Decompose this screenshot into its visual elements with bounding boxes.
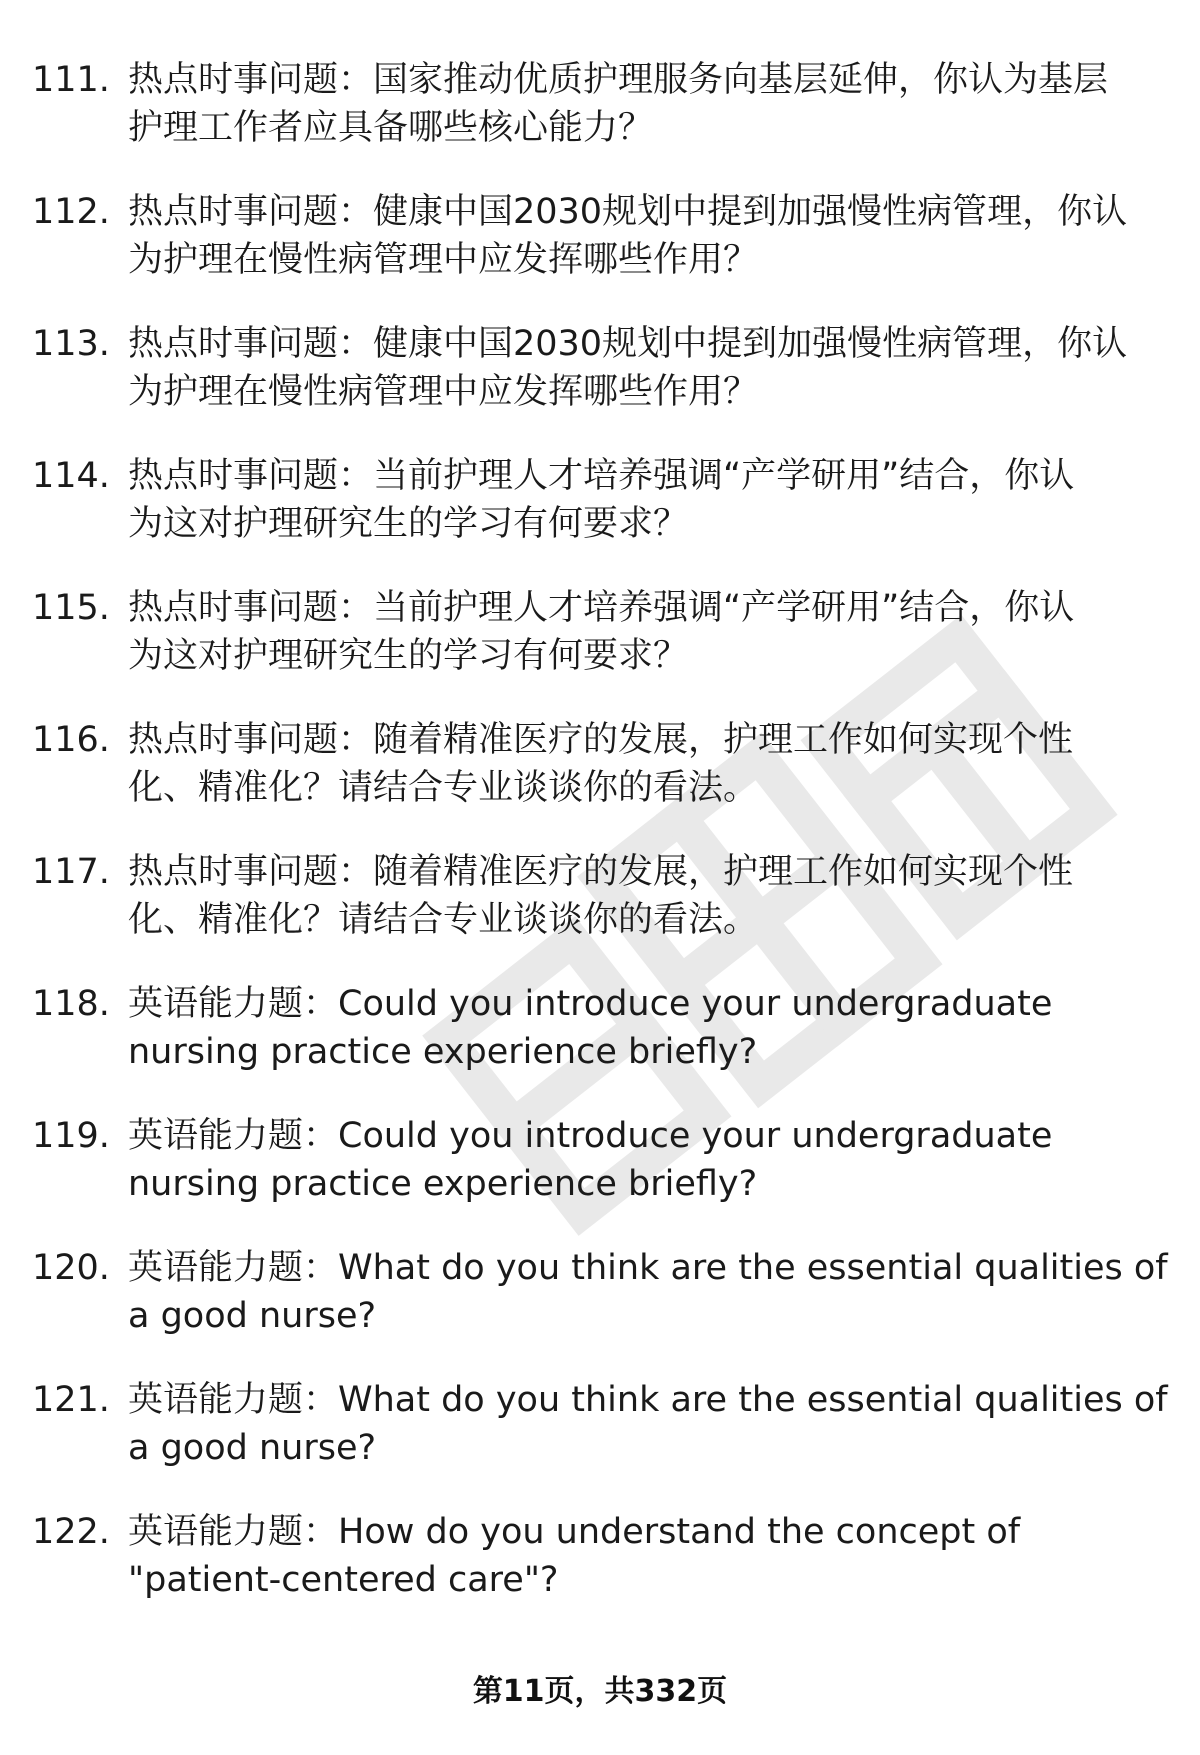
question-number: 113. — [32, 324, 110, 364]
question-text-line: 英语能力题：Could you introduce your undergraduate — [128, 1116, 1053, 1156]
question-text-line: 热点时事问题：健康中国2030规划中提到加强慢性病管理，你认 — [128, 324, 1128, 364]
question-number: 116. — [32, 720, 110, 760]
question-text — [128, 584, 1168, 680]
page-number: 第11页，共332页 — [472, 1674, 728, 1709]
question-item — [0, 980, 1200, 1112]
question-text-line: 英语能力题：What do you think are the essential qualities of — [128, 1380, 1168, 1420]
question-text-line: 为这对护理研究生的学习有何要求？ — [128, 504, 689, 544]
question-text — [128, 716, 1168, 812]
question-text-line: nursing practice experience briefly? — [128, 1032, 758, 1072]
question-text-line: 热点时事问题：当前护理人才培养强调“产学研用”结合，你认 — [128, 456, 1075, 496]
question-text-line: "patient-centered care"? — [128, 1560, 559, 1600]
question-number: 115. — [32, 588, 110, 628]
question-text — [128, 848, 1168, 944]
question-text-line: 为护理在慢性病管理中应发挥哪些作用？ — [128, 240, 759, 280]
question-text-line: a good nurse? — [128, 1428, 377, 1468]
question-text-line: 热点时事问题：当前护理人才培养强调“产学研用”结合，你认 — [128, 588, 1075, 628]
question-number: 122. — [32, 1512, 110, 1552]
question-text — [128, 1508, 1168, 1604]
question-number: 119. — [32, 1116, 110, 1156]
question-text-line: 热点时事问题：健康中国2030规划中提到加强慢性病管理，你认 — [128, 192, 1128, 232]
question-text — [128, 188, 1168, 284]
question-text-line: 化、精准化？请结合专业谈谈你的看法。 — [128, 900, 759, 940]
question-text — [128, 56, 1168, 152]
question-item — [0, 584, 1200, 716]
question-text — [128, 320, 1168, 416]
question-number: 114. — [32, 456, 110, 496]
question-item — [0, 188, 1200, 320]
question-text-line: 热点时事问题：随着精准医疗的发展，护理工作如何实现个性 — [128, 852, 1074, 892]
question-number: 111. — [32, 60, 110, 100]
question-text-line: 英语能力题：Could you introduce your undergraduate — [128, 984, 1053, 1024]
question-text — [128, 1112, 1168, 1208]
question-text — [128, 452, 1168, 548]
question-text-line: a good nurse? — [128, 1296, 377, 1336]
question-text — [128, 1376, 1168, 1472]
question-text-line: 化、精准化？请结合专业谈谈你的看法。 — [128, 768, 759, 808]
question-text — [128, 980, 1168, 1076]
question-text-line: nursing practice experience briefly? — [128, 1164, 758, 1204]
question-item — [0, 1376, 1200, 1508]
question-text-line: 护理工作者应具备哪些核心能力？ — [128, 108, 654, 148]
question-item — [0, 1508, 1200, 1640]
question-item — [0, 1112, 1200, 1244]
question-text-line: 英语能力题：How do you understand the concept of — [128, 1512, 1021, 1552]
question-number: 121. — [32, 1380, 110, 1420]
question-number: 117. — [32, 852, 110, 892]
question-item — [0, 56, 1200, 188]
question-item — [0, 848, 1200, 980]
question-item — [0, 320, 1200, 452]
question-list — [0, 56, 1200, 1640]
question-number: 118. — [32, 984, 110, 1024]
question-number: 112. — [32, 192, 110, 232]
question-text-line: 热点时事问题：随着精准医疗的发展，护理工作如何实现个性 — [128, 720, 1074, 760]
question-text — [128, 1244, 1168, 1340]
question-item — [0, 716, 1200, 848]
question-number: 120. — [32, 1248, 110, 1288]
question-text-line: 英语能力题：What do you think are the essential qualities of — [128, 1248, 1168, 1288]
question-text-line: 为这对护理研究生的学习有何要求？ — [128, 636, 689, 676]
question-item — [0, 452, 1200, 584]
question-text-line: 热点时事问题：国家推动优质护理服务向基层延伸，你认为基层 — [128, 60, 1109, 100]
question-item — [0, 1244, 1200, 1376]
question-text-line: 为护理在慢性病管理中应发挥哪些作用？ — [128, 372, 759, 412]
